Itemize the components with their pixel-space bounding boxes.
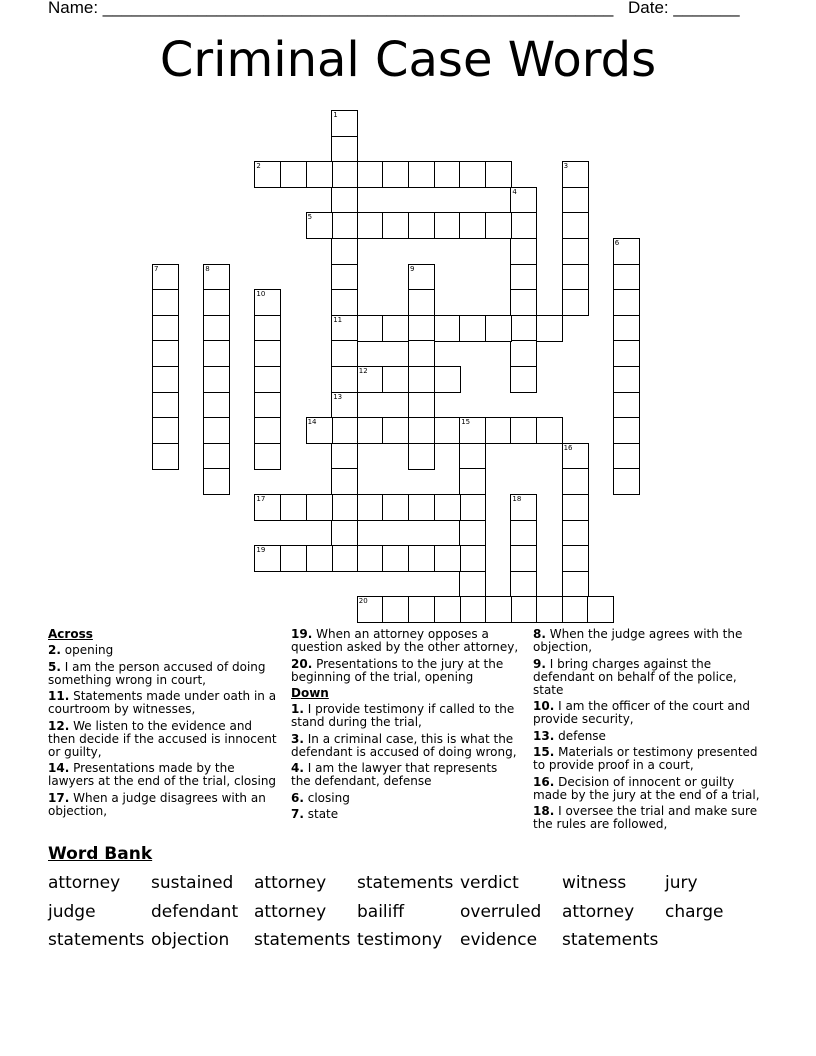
down-heading: Down <box>291 686 329 700</box>
grid-cell[interactable] <box>152 417 179 444</box>
word-bank-title: Word Bank <box>48 844 153 864</box>
grid-cell[interactable] <box>331 494 358 521</box>
grid-cell[interactable] <box>434 494 461 521</box>
grid-cell[interactable] <box>510 340 537 367</box>
grid-cell[interactable] <box>434 596 461 623</box>
grid-cell[interactable] <box>562 212 589 239</box>
clue-number: 7 <box>154 264 159 273</box>
clue-down-3: 3. In a criminal case, this is what the defendant is accused of doing wrong, <box>291 731 517 759</box>
grid-cell[interactable] <box>408 443 435 470</box>
grid-cell[interactable] <box>382 212 409 239</box>
grid-cell[interactable] <box>613 392 640 419</box>
grid-cell[interactable] <box>331 468 358 495</box>
word-bank-word: attorney <box>254 873 327 893</box>
header <box>48 0 740 18</box>
grid-cell[interactable] <box>408 392 435 419</box>
clue-down-10: 10. I am the officer of the court and provide security, <box>533 699 750 726</box>
clue-down-1: 1. I provide testimony if called to the stand during the trial, <box>291 702 515 729</box>
word-bank-word: bailiff <box>357 902 405 922</box>
grid-cell[interactable] <box>434 366 461 393</box>
grid-cell[interactable] <box>459 443 486 470</box>
clue-across-11: 11. Statements made under oath in a courtroom by witnesses, <box>48 689 277 716</box>
grid-cell[interactable] <box>408 366 435 393</box>
date-field-label: Date: _______ <box>628 0 740 17</box>
grid-cell[interactable] <box>459 161 486 188</box>
clue-number: 11 <box>333 315 343 324</box>
grid-cell[interactable] <box>306 545 333 572</box>
grid-cell[interactable] <box>382 596 409 623</box>
word-bank-word: judge <box>48 902 96 922</box>
clue-number: 18 <box>512 495 522 503</box>
grid-cell[interactable] <box>306 161 333 188</box>
grid-cell[interactable] <box>280 161 307 188</box>
grid-cell[interactable] <box>382 417 409 444</box>
grid-cell[interactable] <box>254 443 281 470</box>
grid-cell[interactable] <box>306 494 333 521</box>
grid-cell[interactable] <box>485 315 512 342</box>
grid-cell[interactable] <box>254 417 281 444</box>
grid-cell[interactable] <box>485 161 512 188</box>
grid-cell[interactable] <box>510 545 537 572</box>
grid-cell[interactable] <box>331 340 358 367</box>
clue-down-16: 16. Decision of innocent or guilty made by the jury at the end of a trial, <box>533 774 760 802</box>
down-clues-column <box>533 628 768 835</box>
grid-cell[interactable] <box>152 392 179 419</box>
word-bank-word: statements <box>254 930 351 950</box>
word-bank-word: statements <box>357 873 454 893</box>
clue-number: 14 <box>307 418 317 427</box>
word-bank-word: defendant <box>151 902 239 922</box>
clue-down-9: 9. I bring charges against the defendant on behalf of the police, state <box>533 656 737 697</box>
word-bank-word: jury <box>665 873 698 893</box>
clue-number: 1 <box>333 111 338 119</box>
grid-cell[interactable] <box>331 212 358 239</box>
grid-cell[interactable] <box>459 468 486 495</box>
grid-cell[interactable] <box>331 443 358 470</box>
grid-cell[interactable] <box>331 289 358 316</box>
grid-cell[interactable] <box>510 264 537 291</box>
grid-cell[interactable] <box>562 264 589 291</box>
grid-cell[interactable] <box>408 596 435 623</box>
grid-cell[interactable] <box>613 264 640 291</box>
word-bank-word: statements <box>562 930 659 950</box>
clue-number: 10 <box>256 290 266 299</box>
grid-cell[interactable] <box>536 596 563 623</box>
grid-cell[interactable] <box>203 443 230 470</box>
clue-number: 9 <box>410 264 415 273</box>
clue-number: 5 <box>307 213 313 222</box>
clue-number: 4 <box>512 187 517 196</box>
grid-cell[interactable] <box>331 417 358 444</box>
clue-number: 15 <box>461 418 471 427</box>
word-bank-word: testimony <box>357 930 443 950</box>
grid-cell[interactable] <box>562 187 589 214</box>
grid-cell[interactable] <box>203 315 230 342</box>
clue-across-2: 2. opening <box>48 643 114 657</box>
grid-cell[interactable] <box>331 238 358 265</box>
grid-cell[interactable] <box>613 417 640 444</box>
grid-cell[interactable] <box>510 212 537 239</box>
word-bank-word: attorney <box>48 873 121 893</box>
grid-cell[interactable] <box>152 366 179 393</box>
grid-cell[interactable] <box>331 366 358 393</box>
grid-cell[interactable] <box>331 545 358 572</box>
grid-cell[interactable] <box>459 545 486 572</box>
clue-down-6: 6. closing <box>291 790 350 805</box>
grid-cell[interactable] <box>613 340 640 367</box>
grid-cell[interactable] <box>510 596 537 623</box>
grid-cell[interactable] <box>357 161 384 188</box>
grid-cell[interactable] <box>434 545 461 572</box>
word-bank-word: attorney <box>562 902 635 922</box>
grid-cell[interactable] <box>408 494 435 521</box>
grid-cell[interactable] <box>613 315 640 342</box>
word-bank-word: witness <box>562 873 627 893</box>
grid-cell[interactable] <box>382 161 409 188</box>
clue-down-13: 13. defense <box>533 728 606 743</box>
grid-cell[interactable] <box>408 315 435 342</box>
clue-across-20: 20. Presentations to the jury at the beginning of the trial, opening <box>291 656 504 684</box>
grid-cell[interactable] <box>331 264 358 291</box>
grid-cell[interactable] <box>152 289 179 316</box>
grid-cell[interactable] <box>510 366 537 393</box>
clue-down-18: 18. I oversee the trial and make sure the rules are followed, <box>533 804 758 831</box>
grid-cell[interactable] <box>536 417 563 444</box>
clue-number: 12 <box>358 367 368 375</box>
grid-cell[interactable] <box>587 596 614 623</box>
clue-across-17: 17. When a judge disagrees with an objection, <box>48 790 266 818</box>
grid-cell[interactable] <box>152 315 179 342</box>
grid-cell[interactable] <box>254 340 281 367</box>
grid-cell[interactable] <box>459 520 486 547</box>
word-bank-word: statements <box>48 930 145 950</box>
name-field-label: Name: ______________________________________________________ <box>48 0 614 17</box>
grid-cell[interactable] <box>408 212 435 239</box>
grid-cell[interactable] <box>485 596 512 623</box>
grid-cell[interactable] <box>203 417 230 444</box>
clue-down-7: 7. state <box>291 807 339 821</box>
grid-cell[interactable] <box>510 238 537 265</box>
grid-cell[interactable] <box>510 289 537 316</box>
clue-across-12: 12. We listen to the evidence and then decide if the accused is innocent or guilty, <box>48 718 277 759</box>
grid-cell[interactable] <box>613 289 640 316</box>
clue-across-14: 14. Presentations made by the lawyers at the end of the trial, closing <box>48 761 277 788</box>
grid-cell[interactable] <box>459 494 486 521</box>
clue-number: 20 <box>358 597 368 606</box>
grid-cell[interactable] <box>562 494 589 521</box>
grid-cell[interactable] <box>459 596 486 623</box>
clue-number: 13 <box>333 392 343 401</box>
grid-cell[interactable] <box>613 366 640 393</box>
page-title: Criminal Case Words <box>159 32 657 88</box>
clue-down-15: 15. Materials or testimony presented to provide proof in a court, <box>533 745 758 772</box>
grid-cell[interactable] <box>382 494 409 521</box>
grid-cell[interactable] <box>562 571 589 598</box>
clue-across-19: 19. When an attorney opposes a question asked by the other attorney, <box>291 627 519 654</box>
word-bank-word: charge <box>665 902 724 922</box>
grid-cell[interactable] <box>280 545 307 572</box>
clue-across-5: 5. I am the person accused of doing something wrong in court, <box>48 659 266 687</box>
grid-cell[interactable] <box>203 289 230 316</box>
grid-cell[interactable] <box>408 545 435 572</box>
grid-cell[interactable] <box>280 494 307 521</box>
grid-cell[interactable] <box>254 392 281 419</box>
clue-number: 3 <box>563 162 569 171</box>
grid-cell[interactable] <box>382 315 409 342</box>
grid-cell[interactable] <box>357 545 384 572</box>
clue-number: 8 <box>205 264 210 273</box>
across-heading: Across <box>48 627 93 641</box>
clue-number: 16 <box>563 443 573 452</box>
grid-cell[interactable] <box>613 443 640 470</box>
word-bank-word: sustained <box>151 873 234 893</box>
grid-cell[interactable] <box>408 289 435 316</box>
grid-cell[interactable] <box>357 417 384 444</box>
clue-down-4: 4. I am the lawyer that represents the defendant, defense <box>291 761 498 788</box>
grid-cell[interactable] <box>152 443 179 470</box>
grid-cell[interactable] <box>562 545 589 572</box>
grid-cell[interactable] <box>459 571 486 598</box>
grid-cell[interactable] <box>203 340 230 367</box>
grid-cell[interactable] <box>510 571 537 598</box>
grid-cell[interactable] <box>536 315 563 342</box>
grid-cell[interactable] <box>562 289 589 316</box>
grid-cell[interactable] <box>434 212 461 239</box>
grid-cell[interactable] <box>331 161 358 188</box>
grid-cell[interactable] <box>408 340 435 367</box>
grid-cell[interactable] <box>510 520 537 547</box>
grid-cell[interactable] <box>152 340 179 367</box>
grid-cell[interactable] <box>485 212 512 239</box>
grid-cell[interactable] <box>434 161 461 188</box>
grid-cell[interactable] <box>510 417 537 444</box>
grid-cell[interactable] <box>562 596 589 623</box>
clue-number: 19 <box>256 546 266 555</box>
grid-cell[interactable] <box>408 161 435 188</box>
grid-cell[interactable] <box>203 468 230 495</box>
grid-cell[interactable] <box>203 366 230 393</box>
grid-cell[interactable] <box>357 212 384 239</box>
grid-cell[interactable] <box>331 187 358 214</box>
word-bank-word: attorney <box>254 902 327 922</box>
middle-clues-column <box>291 628 519 825</box>
word-bank-word: verdict <box>460 873 519 893</box>
grid-cell[interactable] <box>434 315 461 342</box>
grid-cell[interactable] <box>357 494 384 521</box>
word-bank-word: evidence <box>460 930 538 950</box>
grid-cell[interactable] <box>254 366 281 393</box>
word-bank-word: overruled <box>460 902 542 922</box>
grid-cell[interactable] <box>459 315 486 342</box>
grid-cell[interactable] <box>331 520 358 547</box>
clue-number: 6 <box>614 239 620 247</box>
grid-cell[interactable] <box>562 468 589 495</box>
word-bank-word: objection <box>151 930 230 950</box>
grid-cell[interactable] <box>382 366 409 393</box>
grid-cell[interactable] <box>510 315 537 342</box>
grid-cell[interactable] <box>331 136 358 163</box>
grid-cell[interactable] <box>357 315 384 342</box>
grid-cell[interactable] <box>408 417 435 444</box>
grid-cell[interactable] <box>562 520 589 547</box>
grid-cell[interactable] <box>459 212 486 239</box>
grid-cell[interactable] <box>613 468 640 495</box>
grid-cell[interactable] <box>485 417 512 444</box>
clue-number: 2 <box>256 162 261 171</box>
grid-cell[interactable] <box>382 545 409 572</box>
grid-cell[interactable] <box>254 315 281 342</box>
across-clues-column <box>48 628 278 821</box>
clue-number: 17 <box>256 495 266 503</box>
grid-cell[interactable] <box>203 392 230 419</box>
grid-cell[interactable] <box>562 238 589 265</box>
clue-down-8: 8. When the judge agrees with the objection, <box>533 627 743 654</box>
grid-cell[interactable] <box>434 417 461 444</box>
